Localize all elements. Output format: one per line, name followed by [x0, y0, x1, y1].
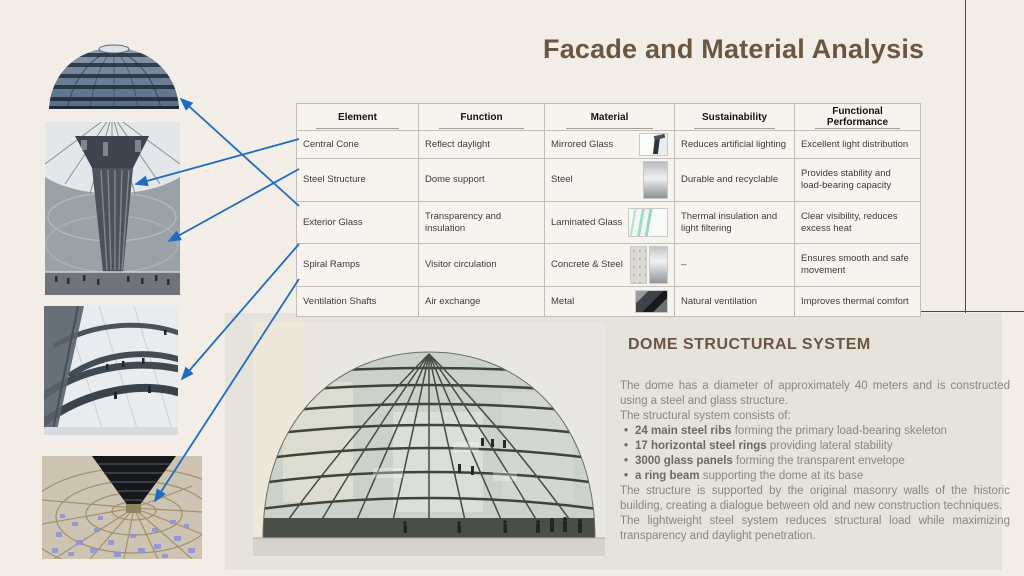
col-header-material: Material	[545, 104, 675, 131]
facade-analysis-table	[296, 103, 921, 317]
table-row	[297, 244, 921, 287]
cell-function: Visitor circulation	[419, 244, 545, 287]
bullet-item: • 17 horizontal steel rings providing lateral stability	[620, 439, 1010, 454]
bullet-item: • 24 main steel ribs forming the primary load-bearing skeleton	[620, 424, 1010, 439]
dome-section-body	[620, 379, 1010, 544]
cell-sustainability: Reduces artificial lighting	[675, 131, 795, 159]
cell-element: Ventilation Shafts	[297, 287, 419, 317]
list-intro: The structural system consists of:	[620, 410, 791, 422]
cell-sustainability: Durable and recyclable	[675, 159, 795, 202]
table-row	[297, 159, 921, 202]
bullet-item: • 3000 glass panels forming the transparent envelope	[620, 454, 1010, 469]
table-row	[297, 202, 921, 244]
table-row	[297, 287, 921, 317]
cell-performance: Provides stability and load-bearing capacity	[795, 159, 921, 202]
material-label: Mirrored Glass	[551, 138, 614, 150]
cell-performance: Clear visibility, reduces excess heat	[795, 202, 921, 244]
concrete-swatch-icon	[630, 246, 647, 284]
cell-material	[545, 202, 675, 244]
cell-performance: Excellent light distribution	[795, 131, 921, 159]
material-label: Laminated Glass	[551, 216, 623, 228]
cell-sustainability: Natural ventilation	[675, 287, 795, 317]
material-label: Concrete & Steel	[551, 259, 623, 270]
laminated-glass-swatch-icon	[628, 208, 668, 237]
col-header-element: Element	[297, 104, 419, 131]
cell-element: Exterior Glass	[297, 202, 419, 244]
cell-function: Dome support	[419, 159, 545, 202]
steel-swatch-icon	[649, 246, 668, 284]
dome-section-heading: DOME STRUCTURAL SYSTEM	[628, 336, 871, 353]
material-label: Metal	[551, 295, 575, 307]
paragraph: The dome has a diameter of approximately 40 meters and is constructed using a steel and glass structure.	[620, 380, 1010, 407]
cell-sustainability: Thermal insulation and light filtering	[675, 202, 795, 244]
steel-swatch-icon	[643, 161, 668, 199]
cell-material	[545, 287, 675, 317]
cell-function: Air exchange	[419, 287, 545, 317]
cell-function: Reflect daylight	[419, 131, 545, 159]
dome-exterior-photo	[253, 322, 605, 556]
dome-top-photo	[45, 42, 183, 113]
paragraph: The lightweight steel system reduces structural load while maximizing transparency and daylight penetration.	[620, 515, 1010, 542]
cone-apex-photo	[42, 456, 202, 559]
interior-cone-photo	[45, 122, 180, 295]
table-row	[297, 131, 921, 159]
blue-arrow	[169, 169, 299, 241]
blue-arrow	[181, 99, 299, 206]
col-header-function: Function	[419, 104, 545, 131]
cell-performance: Improves thermal comfort	[795, 287, 921, 317]
table-header-row	[297, 104, 921, 131]
cell-element: Steel Structure	[297, 159, 419, 202]
cell-element: Spiral Ramps	[297, 244, 419, 287]
col-header-sustainability: Sustainability	[675, 104, 795, 131]
cell-material	[545, 131, 675, 159]
metal-swatch-icon	[635, 290, 668, 313]
material-label: Steel	[551, 174, 573, 185]
cell-sustainability: –	[675, 244, 795, 287]
cell-material	[545, 159, 675, 202]
cell-function: Transparency and insulation	[419, 202, 545, 244]
col-header-performance: Functional Performance	[795, 104, 921, 131]
cell-material	[545, 244, 675, 287]
paragraph: The structure is supported by the original masonry walls of the historic building, creating a dialogue between old and new construction techniques.	[620, 485, 1010, 512]
spiral-ramp-photo	[44, 306, 178, 435]
bullet-item: • a ring beam supporting the dome at its base	[620, 469, 1010, 484]
cell-element: Central Cone	[297, 131, 419, 159]
page-title: Facade and Material Analysis	[543, 34, 925, 64]
bullet-list	[620, 424, 1010, 484]
mirrored-glass-swatch-icon	[639, 133, 668, 156]
cell-performance: Ensures smooth and safe movement	[795, 244, 921, 287]
